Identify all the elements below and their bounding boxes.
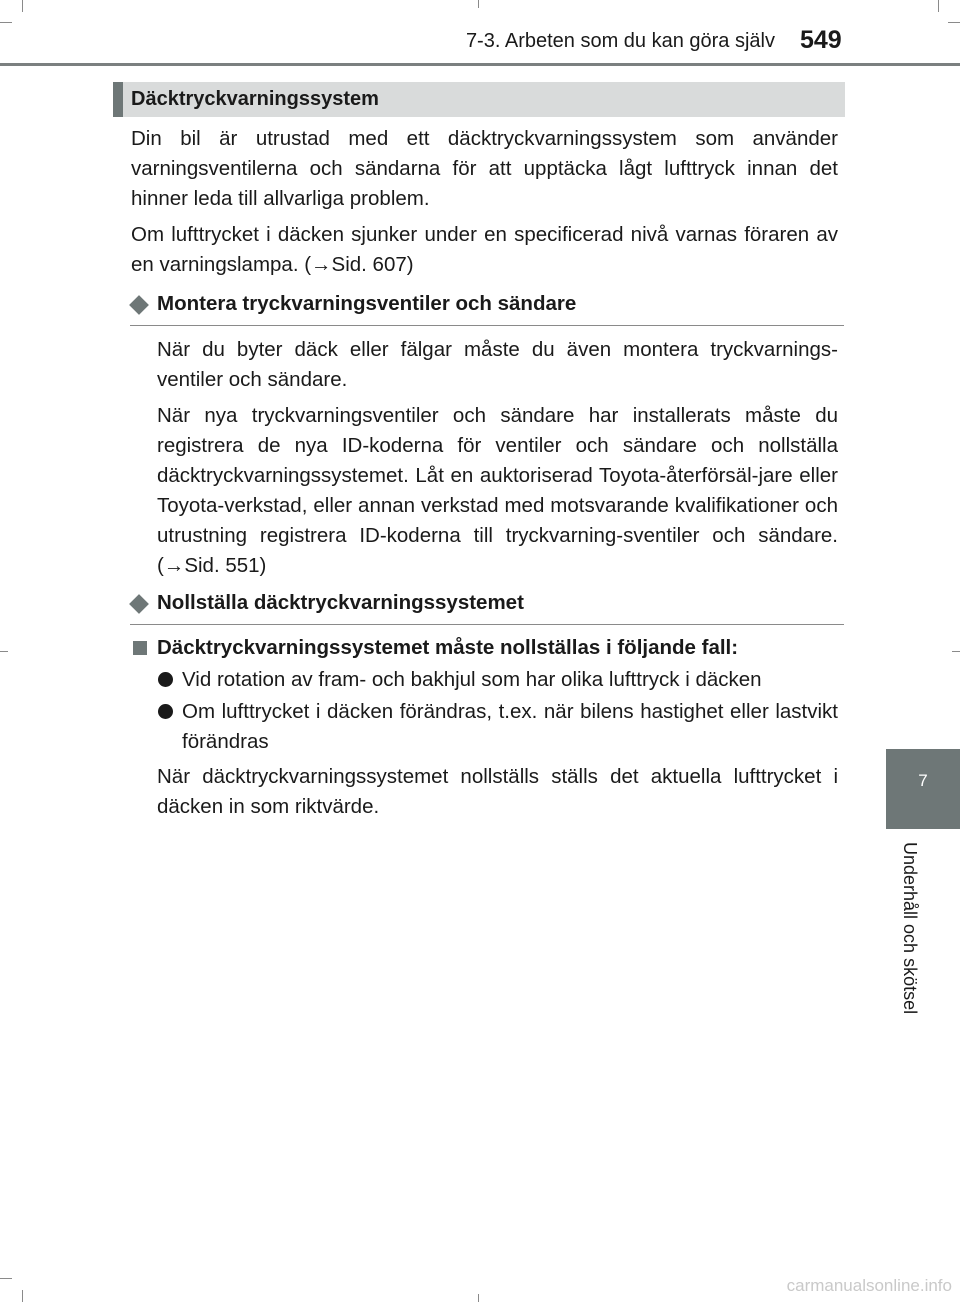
chapter-tab xyxy=(886,749,960,829)
subsection-title: Nollställa däcktryckvarningssystemet xyxy=(157,591,524,614)
subsection-heading-reset xyxy=(130,591,844,625)
note-paragraph: När däcktryckvarningssystemet nollställs ställs det aktuella lufttrycket i däcken in som riktvärde. xyxy=(157,765,838,818)
crop-mark xyxy=(22,0,23,12)
crop-mark xyxy=(478,0,479,8)
diamond-icon xyxy=(129,295,149,315)
diamond-icon xyxy=(129,594,149,614)
chapter-number: 7 xyxy=(918,771,928,790)
list-item: Vid rotation av fram- och bakhjul som har olika lufttryck i däcken xyxy=(182,668,762,691)
list-item: Om lufttrycket i däcken förändras, t.ex. när bilens hastighet eller lastvikt förändras xyxy=(182,700,838,753)
case-heading: Däcktryckvarningssystemet måste nollställas i följande fall: xyxy=(157,636,739,659)
section-banner xyxy=(113,82,845,117)
intro-paragraph: Om lufttrycket i däcken sjunker under en specificerad nivå varnas föraren av en varningslampa. (→Sid. 607) xyxy=(131,223,838,276)
header-section-title: 7-3. Arbeten som du kan göra själv xyxy=(465,30,775,52)
crop-mark xyxy=(952,651,960,652)
subsection-heading-mount xyxy=(130,292,844,326)
intro-paragraph: Din bil är utrustad med ett däcktryckvarningssystem som använder varningsventilerna och sändarna för att upptäcka lågt lufttryck innan det hinner leda till allvarliga problem. xyxy=(131,127,838,210)
header-divider xyxy=(0,63,960,66)
bullet-icon xyxy=(158,672,173,687)
crop-mark xyxy=(0,651,8,652)
subsection-title: Montera tryckvarningsventiler och sändare xyxy=(157,292,577,315)
square-bullet-icon xyxy=(133,641,147,655)
crop-mark xyxy=(938,0,939,12)
crop-mark xyxy=(22,1290,23,1302)
crop-mark xyxy=(948,22,960,23)
body-paragraph: När nya tryckvarningsventiler och sändare har installerats måste du registrera de nya ID-koderna för ventiler och sändare och nollställa däcktryckvarningssystemet. Låt en auktoriserad Toyota-återförsäl-jare eller Toyota-verkstad, eller annan verkstad med motsvarande kvalifikationer och utrustning registrera ID-koderna till tryckvarning-sventiler och sändare. (→Sid. 551) xyxy=(157,404,838,577)
crop-mark xyxy=(0,22,12,23)
chapter-title: Underhåll och skötsel xyxy=(900,842,920,1015)
banner-accent-bar xyxy=(113,82,123,117)
crop-mark xyxy=(478,1294,479,1302)
page-number: 549 xyxy=(800,26,842,54)
crop-mark xyxy=(0,1278,12,1279)
body-paragraph: När du byter däck eller fälgar måste du även montera tryckvarnings-ventiler och sändare. xyxy=(157,338,838,391)
section-title: Däcktryckvarningssystem xyxy=(131,88,379,110)
watermark: carmanualsonline.info xyxy=(786,1276,952,1295)
bullet-icon xyxy=(158,704,173,719)
